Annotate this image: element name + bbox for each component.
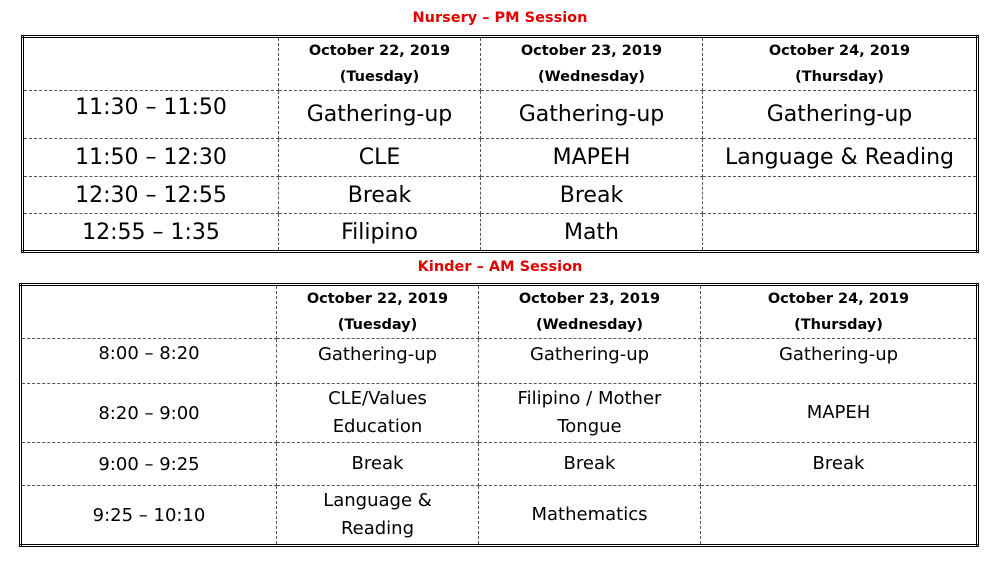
header-date: October 24, 2019 [767,291,910,307]
header-cell [279,37,481,91]
activity-text-line: Language & [323,490,432,511]
activity-cell: MAPEH [481,139,703,177]
header-cell [277,285,479,339]
header-day: (Thursday) [794,317,883,333]
activity-text: Gathering-up [317,344,438,365]
time-cell: 9:25 – 10:10 [21,486,277,546]
activity-text: Mathematics [531,504,648,525]
time-cell: 11:30 – 11:50 [23,91,279,139]
activity-cell: Break [279,177,481,214]
activity-cell: Gathering-up [279,91,481,139]
activity-cell [479,384,701,443]
header-date: October 22, 2019 [308,43,451,59]
activity-text: Break [812,453,865,474]
header-blank-cell [21,285,277,339]
header-date: October 22, 2019 [306,291,449,307]
activity-text-line: Reading [340,518,415,539]
table-row [21,443,978,486]
table-row [23,177,978,214]
header-blank-cell [23,37,279,91]
header-cell [479,285,701,339]
activity-cell [479,486,701,546]
activity-cell: Math [481,214,703,252]
header-cell [701,285,978,339]
activity-cell [277,443,479,486]
header-day: (Wednesday) [536,317,643,333]
activity-cell [479,443,701,486]
activity-text-line: Filipino / Mother [517,388,662,409]
table-row [23,91,978,139]
kinder-schedule-table [19,283,979,547]
header-row [21,285,978,339]
activity-text: MAPEH [806,402,871,423]
table-row [21,384,978,443]
activity-cell [703,177,978,214]
header-date: October 24, 2019 [768,43,911,59]
table-row [23,139,978,177]
header-cell [481,37,703,91]
activity-text: Break [563,453,616,474]
time-cell: 9:00 – 9:25 [21,443,277,486]
header-day: (Wednesday) [538,69,645,85]
time-cell: 11:50 – 12:30 [23,139,279,177]
table-row [21,339,978,384]
activity-cell [701,339,978,384]
nursery-title: Nursery – PM Session [412,10,588,26]
activity-cell: Language & Reading [703,139,978,177]
table-row [21,486,978,546]
activity-cell: CLE [279,139,481,177]
activity-text: Gathering-up [529,344,650,365]
header-date: October 23, 2019 [520,43,663,59]
activity-cell [277,486,479,546]
activity-text-line: Tongue [557,416,622,437]
header-cell [703,37,978,91]
activity-cell [701,486,978,546]
nursery-schedule-table [21,35,979,253]
activity-text-line: Education [332,416,423,437]
header-day: (Thursday) [795,69,884,85]
time-cell: 8:20 – 9:00 [21,384,277,443]
activity-cell [277,339,479,384]
time-cell: 12:30 – 12:55 [23,177,279,214]
time-cell: 12:55 – 1:35 [23,214,279,252]
header-day: (Tuesday) [337,317,418,333]
activity-cell [479,339,701,384]
activity-cell [701,443,978,486]
activity-cell [701,384,978,443]
activity-text: Gathering-up [778,344,899,365]
header-row [23,37,978,91]
activity-text: Break [351,453,404,474]
activity-cell: Filipino [279,214,481,252]
activity-cell [277,384,479,443]
kinder-title: Kinder – AM Session [417,259,583,275]
activity-cell [703,214,978,252]
activity-cell: Break [481,177,703,214]
header-day: (Tuesday) [339,69,420,85]
activity-text-line: CLE/Values [328,388,427,409]
activity-cell: Gathering-up [703,91,978,139]
activity-cell: Gathering-up [481,91,703,139]
header-date: October 23, 2019 [518,291,661,307]
time-cell: 8:00 – 8:20 [21,339,277,384]
table-row [23,214,978,252]
